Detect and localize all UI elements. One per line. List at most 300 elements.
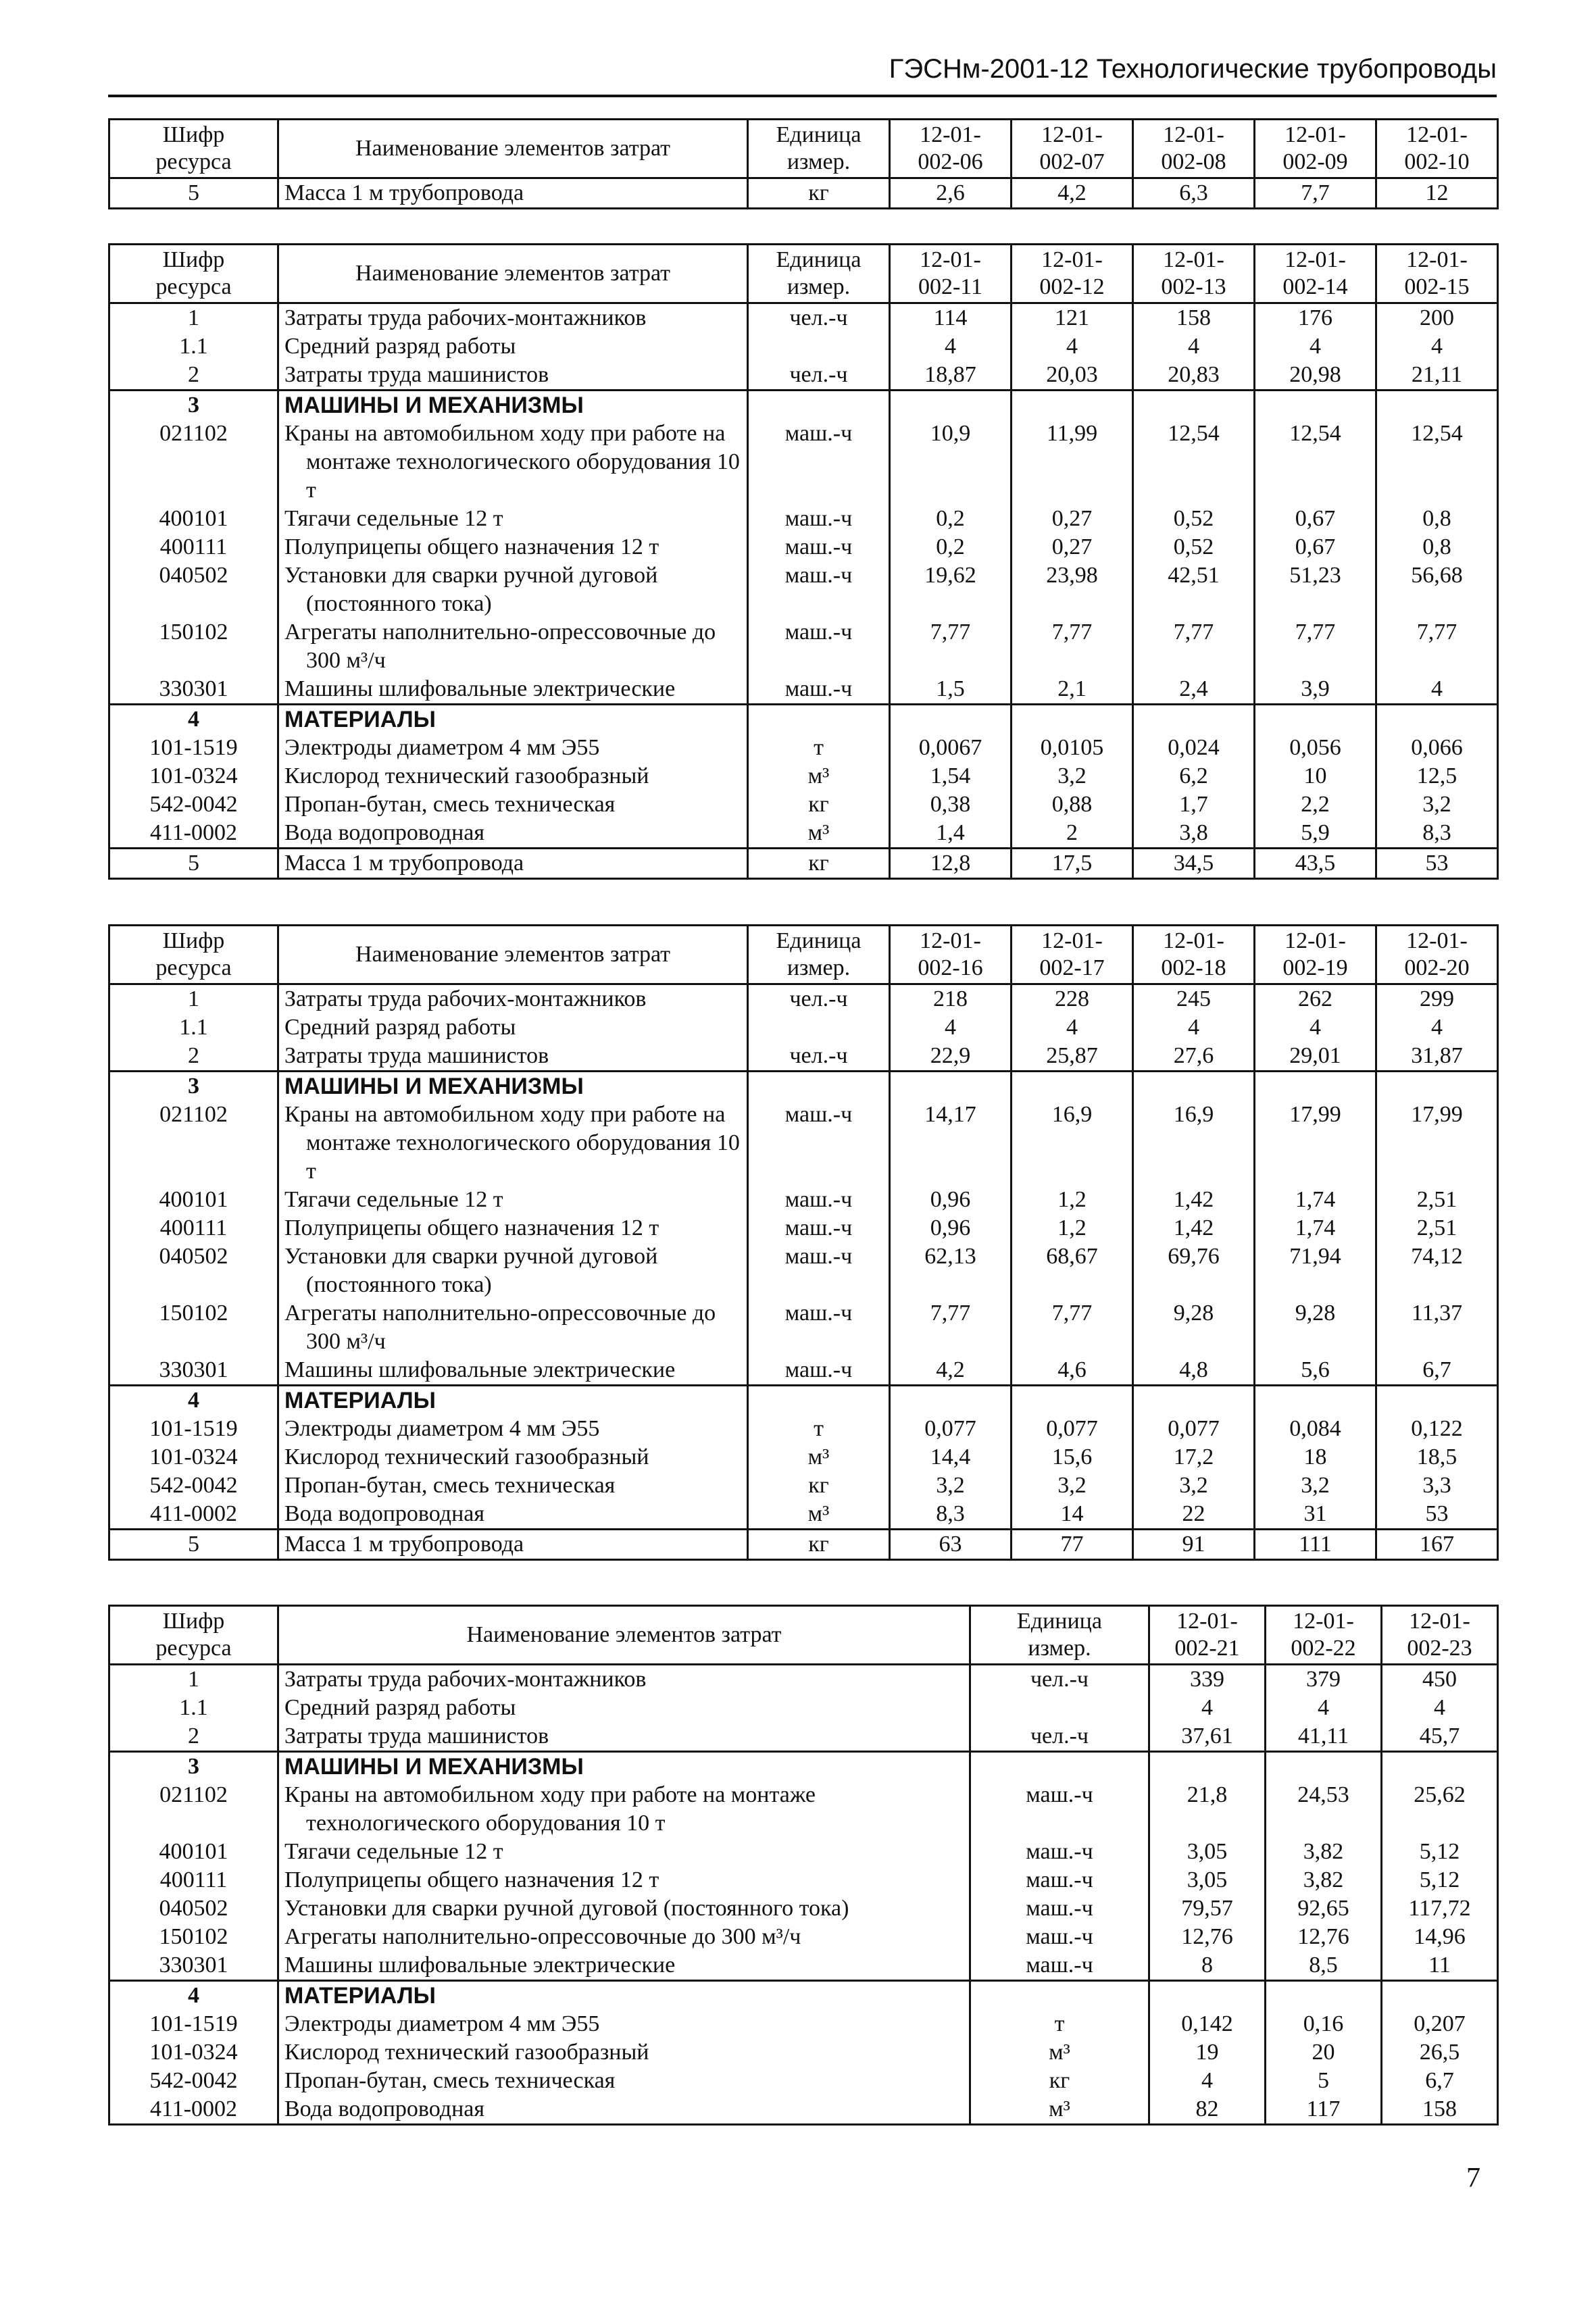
cost-element-name: [278, 1356, 748, 1386]
header-norm-code: 12-01-002-13: [1133, 245, 1255, 303]
norm-value: 7,77: [1376, 618, 1498, 675]
norm-value: 3,82: [1266, 1866, 1382, 1894]
unit: маш.-ч: [748, 505, 890, 533]
cost-element-label: Пропан-бутан, смесь техническая: [284, 2068, 616, 2093]
cost-element-name: [278, 303, 748, 333]
cost-element-name: [278, 1694, 970, 1722]
norm-value: 25,87: [1012, 1042, 1133, 1072]
norm-value: 4: [890, 332, 1012, 361]
norm-value: 20,98: [1255, 361, 1376, 391]
norm-value: 12,54: [1255, 420, 1376, 505]
norm-value: 1,4: [890, 819, 1012, 849]
table-row: [109, 1386, 1498, 1415]
cost-element-name: [278, 762, 748, 790]
resource-code: 400111: [109, 1214, 278, 1242]
norm-value: 0,96: [890, 1214, 1012, 1242]
norm-value: [1255, 391, 1376, 420]
norm-value: 24,53: [1266, 1781, 1382, 1838]
cost-element-label: Агрегаты наполнительно-опрессовочные до 300 м³/ч: [284, 1301, 716, 1354]
norm-value: 19,62: [890, 561, 1012, 618]
norm-value: 21,8: [1149, 1781, 1266, 1838]
header-norm-code: 12-01-002-23: [1382, 1606, 1498, 1665]
header-norm-code: 12-01-002-09: [1255, 120, 1376, 178]
cost-element-label: Пропан-бутан, смесь техническая: [284, 792, 616, 817]
norm-value: 2,51: [1376, 1186, 1498, 1214]
norm-value: 0,16: [1266, 2010, 1382, 2038]
header-row: [109, 1606, 1498, 1665]
norm-value: 450: [1382, 1665, 1498, 1694]
unit: [748, 1386, 890, 1415]
norm-value: 12,54: [1133, 420, 1255, 505]
norm-value: 17,99: [1255, 1101, 1376, 1186]
norm-value: 53: [1376, 1500, 1498, 1530]
unit: маш.-ч: [748, 1186, 890, 1214]
norm-value: 3,2: [1133, 1472, 1255, 1500]
norm-value: 0,077: [890, 1415, 1012, 1443]
norm-value: 4,6: [1012, 1356, 1133, 1386]
unit: [748, 391, 890, 420]
resource-code: 411-0002: [109, 2095, 278, 2125]
resource-code: 411-0002: [109, 819, 278, 849]
resource-code: 2: [109, 361, 278, 391]
header-norm-code: 12-01-002-10: [1376, 120, 1498, 178]
resource-code: 330301: [109, 675, 278, 705]
norm-value: 7,77: [890, 1299, 1012, 1356]
norm-value: [1012, 1072, 1133, 1101]
resource-code: 4: [109, 1981, 278, 2011]
norm-value: 1,42: [1133, 1186, 1255, 1214]
table-row: [109, 1722, 1498, 1752]
norm-value: [1376, 705, 1498, 734]
resource-code: 040502: [109, 1242, 278, 1299]
norm-value: 0,8: [1376, 505, 1498, 533]
norm-value: 262: [1255, 984, 1376, 1014]
header-name: Наименование элементов затрат: [278, 1606, 970, 1665]
norm-value: 1,54: [890, 762, 1012, 790]
norm-value: 0,122: [1376, 1415, 1498, 1443]
table-row: [109, 533, 1498, 561]
norm-value: 4,8: [1133, 1356, 1255, 1386]
unit: т: [970, 2010, 1149, 2038]
norm-value: [1012, 705, 1133, 734]
norm-value: 0,67: [1255, 533, 1376, 561]
norm-value: 7,77: [1012, 618, 1133, 675]
resource-code: 021102: [109, 420, 278, 505]
unit: кг: [748, 1472, 890, 1500]
norm-value: 1,42: [1133, 1214, 1255, 1242]
cost-element-label: Установки для сварки ручной дуговой (постоянного тока): [284, 1244, 658, 1297]
cost-element-name: [278, 675, 748, 705]
norm-value: [1149, 1752, 1266, 1782]
norm-value: 117: [1266, 2095, 1382, 2125]
norm-value: 158: [1133, 303, 1255, 333]
table-row: [109, 1894, 1498, 1923]
header-norm-code: 12-01-002-20: [1376, 926, 1498, 984]
norm-value: 1,2: [1012, 1214, 1133, 1242]
norm-value: 6,3: [1133, 178, 1255, 209]
norm-value: 16,9: [1012, 1101, 1133, 1186]
unit: кг: [748, 178, 890, 209]
cost-element-name: [278, 2095, 970, 2125]
norm-value: 2,1: [1012, 675, 1133, 705]
norm-value: 51,23: [1255, 561, 1376, 618]
unit: кг: [748, 790, 890, 819]
norm-value: 7,77: [1133, 618, 1255, 675]
cost-element-name: [278, 1299, 748, 1356]
norm-value: 245: [1133, 984, 1255, 1014]
norm-value: 6,7: [1376, 1356, 1498, 1386]
norm-value: 4: [1149, 2067, 1266, 2095]
cost-element-label: Масса 1 м трубопровода: [284, 180, 524, 205]
unit: чел.-ч: [748, 984, 890, 1014]
table-row: [109, 1443, 1498, 1472]
resource-table: [108, 1605, 1499, 2126]
norm-value: 8,5: [1266, 1951, 1382, 1981]
table-row: [109, 1356, 1498, 1386]
norm-value: 0,2: [890, 505, 1012, 533]
resource-code: 330301: [109, 1356, 278, 1386]
norm-value: 12,5: [1376, 762, 1498, 790]
unit: м³: [970, 2038, 1149, 2067]
cost-element-name: [278, 1923, 970, 1951]
norm-value: 111: [1255, 1530, 1376, 1560]
resource-code: 4: [109, 705, 278, 734]
cost-element-label: Пропан-бутан, смесь техническая: [284, 1473, 616, 1498]
norm-value: 3,8: [1133, 819, 1255, 849]
norm-value: 4,2: [890, 1356, 1012, 1386]
norm-value: 3,9: [1255, 675, 1376, 705]
norm-value: 0,38: [890, 790, 1012, 819]
header-norm-code: 12-01-002-17: [1012, 926, 1133, 984]
norm-value: 12,8: [890, 849, 1012, 879]
norm-value: [1382, 1981, 1498, 2011]
header-norm-code: 12-01-002-07: [1012, 120, 1133, 178]
cost-element-name: [278, 790, 748, 819]
cost-element-name: [278, 1722, 970, 1752]
cost-element-label: Краны на автомобильном ходу при работе на монтаже технологического оборудования 10 т: [284, 1102, 740, 1184]
norm-value: 339: [1149, 1665, 1266, 1694]
table-row: [109, 1951, 1498, 1981]
resource-code: 150102: [109, 1299, 278, 1356]
norm-value: 4: [1133, 1013, 1255, 1042]
resource-code: 2: [109, 1722, 278, 1752]
norm-value: [1376, 1072, 1498, 1101]
norm-value: 63: [890, 1530, 1012, 1560]
norm-value: 14,17: [890, 1101, 1012, 1186]
header-name: Наименование элементов затрат: [278, 120, 748, 178]
norm-value: 62,13: [890, 1242, 1012, 1299]
cost-element-label: Кислород технический газообразный: [284, 2040, 649, 2065]
norm-value: 4: [1149, 1694, 1266, 1722]
table-row: [109, 1214, 1498, 1242]
unit: чел.-ч: [970, 1722, 1149, 1752]
resource-code: 1.1: [109, 1694, 278, 1722]
resource-code: 4: [109, 1386, 278, 1415]
norm-value: 12,54: [1376, 420, 1498, 505]
table-row: [109, 1923, 1498, 1951]
cost-element-name: [278, 984, 748, 1014]
cost-element-name: [278, 1415, 748, 1443]
cost-element-name: [278, 332, 748, 361]
norm-value: 4: [1266, 1694, 1382, 1722]
norm-value: 2,51: [1376, 1214, 1498, 1242]
header-norm-code: 12-01-002-18: [1133, 926, 1255, 984]
norm-value: 3,2: [1012, 1472, 1133, 1500]
cost-element-name: [278, 849, 748, 879]
norm-value: 82: [1149, 2095, 1266, 2125]
norm-value: 0,056: [1255, 734, 1376, 762]
norm-value: 0,0105: [1012, 734, 1133, 762]
norm-value: 0,0067: [890, 734, 1012, 762]
unit: маш.-ч: [748, 1299, 890, 1356]
cost-element-label: Электроды диаметром 4 мм Э55: [284, 735, 600, 760]
norm-value: 5,12: [1382, 1866, 1498, 1894]
table-row: [109, 1866, 1498, 1894]
resource-code: 3: [109, 391, 278, 420]
norm-value: 14,96: [1382, 1923, 1498, 1951]
norm-value: 11,99: [1012, 420, 1133, 505]
norm-value: 14,4: [890, 1443, 1012, 1472]
resource-code: 400111: [109, 1866, 278, 1894]
header-name: Наименование элементов затрат: [278, 245, 748, 303]
norm-value: 3,05: [1149, 1838, 1266, 1866]
header-norm-code: 12-01-002-19: [1255, 926, 1376, 984]
header-code: Шифр ресурса: [109, 245, 278, 303]
cost-element-name: [278, 1013, 748, 1042]
resource-code: 150102: [109, 1923, 278, 1951]
norm-value: 3,05: [1149, 1866, 1266, 1894]
cost-element-label: Вода водопроводная: [284, 1501, 484, 1526]
unit: маш.-ч: [748, 618, 890, 675]
table-row: [109, 2095, 1498, 2125]
table-row: [109, 1242, 1498, 1299]
unit: [748, 1072, 890, 1101]
header-code: Шифр ресурса: [109, 120, 278, 178]
norm-value: 23,98: [1012, 561, 1133, 618]
norm-value: [1012, 391, 1133, 420]
norm-value: 45,7: [1382, 1722, 1498, 1752]
norm-value: 8: [1149, 1951, 1266, 1981]
norm-value: 14: [1012, 1500, 1133, 1530]
resource-code: 101-1519: [109, 1415, 278, 1443]
unit: т: [748, 1415, 890, 1443]
norm-value: 0,142: [1149, 2010, 1266, 2038]
norm-value: 12: [1376, 178, 1498, 209]
header-unit: Единица измер.: [748, 926, 890, 984]
cost-element-label: Затраты труда рабочих-монтажников: [284, 305, 647, 330]
norm-value: 200: [1376, 303, 1498, 333]
cost-element-name: [278, 1866, 970, 1894]
norm-value: 228: [1012, 984, 1133, 1014]
cost-element-name: [278, 1981, 970, 2011]
unit: маш.-ч: [970, 1866, 1149, 1894]
resource-code: 101-0324: [109, 1443, 278, 1472]
header-name: Наименование элементов затрат: [278, 926, 748, 984]
norm-value: 0,52: [1133, 533, 1255, 561]
resource-code: 3: [109, 1752, 278, 1782]
table-row: [109, 178, 1498, 209]
header-row: [109, 245, 1498, 303]
cost-element-label: Затраты труда машинистов: [284, 1043, 549, 1068]
table-row: [109, 762, 1498, 790]
norm-value: 22: [1133, 1500, 1255, 1530]
norm-value: 121: [1012, 303, 1133, 333]
header-norm-code: 12-01-002-14: [1255, 245, 1376, 303]
table-row: [109, 1186, 1498, 1214]
cost-element-label: Масса 1 м трубопровода: [284, 851, 524, 876]
table-row: [109, 1694, 1498, 1722]
cost-element-label: Краны на автомобильном ходу при работе на монтаже технологического оборудования 10 т: [284, 1782, 816, 1836]
resource-code: 150102: [109, 618, 278, 675]
cost-element-label: МАШИНЫ И МЕХАНИЗМЫ: [284, 1754, 584, 1780]
cost-element-name: [278, 561, 748, 618]
unit: маш.-ч: [970, 1838, 1149, 1866]
norm-value: 3,2: [1255, 1472, 1376, 1500]
unit: [970, 1752, 1149, 1782]
norm-value: 3,2: [1012, 762, 1133, 790]
norm-value: [1133, 705, 1255, 734]
norm-value: [1255, 1072, 1376, 1101]
norm-value: 0,077: [1012, 1415, 1133, 1443]
cost-element-name: [278, 1072, 748, 1101]
norm-value: 0,8: [1376, 533, 1498, 561]
cost-element-name: [278, 1894, 970, 1923]
resource-code: 2: [109, 1042, 278, 1072]
norm-value: 25,62: [1382, 1781, 1498, 1838]
norm-value: 22,9: [890, 1042, 1012, 1072]
table-row: [109, 1981, 1498, 2011]
unit: [970, 1981, 1149, 2011]
resource-table: [108, 118, 1499, 209]
resource-code: 5: [109, 178, 278, 209]
table-row: [109, 1072, 1498, 1101]
cost-element-label: Тягачи седельные 12 т: [284, 1839, 503, 1864]
norm-value: 7,77: [1255, 618, 1376, 675]
norm-value: 17,99: [1376, 1101, 1498, 1186]
table-row: [109, 1472, 1498, 1500]
norm-value: 41,11: [1266, 1722, 1382, 1752]
norm-value: [1012, 1386, 1133, 1415]
norm-value: 26,5: [1382, 2038, 1498, 2067]
norm-value: 5,12: [1382, 1838, 1498, 1866]
table-row: [109, 1530, 1498, 1560]
table-row: [109, 2067, 1498, 2095]
cost-element-label: Электроды диаметром 4 мм Э55: [284, 2011, 600, 2036]
table-row: [109, 505, 1498, 533]
unit: маш.-ч: [748, 675, 890, 705]
norm-value: 0,67: [1255, 505, 1376, 533]
cost-element-label: Полуприцепы общего назначения 12 т: [284, 1867, 659, 1892]
resource-code: 400101: [109, 1838, 278, 1866]
norm-value: [1266, 1752, 1382, 1782]
norm-value: 1,74: [1255, 1186, 1376, 1214]
resource-code: 101-0324: [109, 2038, 278, 2067]
norm-value: 0,066: [1376, 734, 1498, 762]
cost-element-name: [278, 705, 748, 734]
resource-code: 542-0042: [109, 790, 278, 819]
norm-value: 74,12: [1376, 1242, 1498, 1299]
cost-element-name: [278, 505, 748, 533]
norm-value: 5,6: [1255, 1356, 1376, 1386]
unit: маш.-ч: [748, 561, 890, 618]
norm-value: 20: [1266, 2038, 1382, 2067]
unit: кг: [748, 849, 890, 879]
header-norm-code: 12-01-002-12: [1012, 245, 1133, 303]
norm-value: 53: [1376, 849, 1498, 879]
norm-value: 77: [1012, 1530, 1133, 1560]
cost-element-label: Затраты труда машинистов: [284, 1724, 549, 1749]
norm-value: 20,83: [1133, 361, 1255, 391]
norm-value: 29,01: [1255, 1042, 1376, 1072]
cost-element-label: Затраты труда рабочих-монтажников: [284, 986, 647, 1011]
norm-value: 8,3: [1376, 819, 1498, 849]
cost-element-label: Затраты труда рабочих-монтажников: [284, 1667, 647, 1692]
table-row: [109, 984, 1498, 1014]
norm-value: 176: [1255, 303, 1376, 333]
header-rule: [108, 95, 1497, 97]
cost-element-label: Средний разряд работы: [284, 334, 516, 359]
norm-value: 2,2: [1255, 790, 1376, 819]
norm-value: [1149, 1981, 1266, 2011]
norm-value: [890, 391, 1012, 420]
cost-element-label: Машины шлифовальные электрические: [284, 1953, 676, 1978]
norm-value: 8,3: [890, 1500, 1012, 1530]
norm-value: 0,27: [1012, 505, 1133, 533]
cost-element-label: Машины шлифовальные электрические: [284, 676, 676, 701]
norm-value: 167: [1376, 1530, 1498, 1560]
resource-code: 040502: [109, 1894, 278, 1923]
norm-value: 12,76: [1266, 1923, 1382, 1951]
norm-value: [1255, 1386, 1376, 1415]
norm-value: 68,67: [1012, 1242, 1133, 1299]
unit: чел.-ч: [748, 303, 890, 333]
table-row: [109, 1013, 1498, 1042]
page-number: 7: [1466, 2163, 1480, 2194]
norm-value: 37,61: [1149, 1722, 1266, 1752]
resource-code: 542-0042: [109, 1472, 278, 1500]
norm-value: 0,024: [1133, 734, 1255, 762]
cost-element-name: [278, 391, 748, 420]
cost-element-name: [278, 1530, 748, 1560]
cost-element-name: [278, 1242, 748, 1299]
unit: маш.-ч: [748, 1101, 890, 1186]
table-row: [109, 2038, 1498, 2067]
cost-element-name: [278, 1443, 748, 1472]
cost-element-name: [278, 178, 748, 209]
norm-value: 4: [1133, 332, 1255, 361]
unit: кг: [748, 1530, 890, 1560]
cost-element-name: [278, 1838, 970, 1866]
norm-value: 11: [1382, 1951, 1498, 1981]
header-unit: Единица измер.: [748, 245, 890, 303]
unit: м³: [748, 1443, 890, 1472]
norm-value: 20,03: [1012, 361, 1133, 391]
norm-value: [1133, 1072, 1255, 1101]
norm-value: 4,2: [1012, 178, 1133, 209]
norm-value: 1,7: [1133, 790, 1255, 819]
header-unit: Единица измер.: [970, 1606, 1149, 1665]
norm-value: 9,28: [1255, 1299, 1376, 1356]
resource-code: 1.1: [109, 332, 278, 361]
norm-value: 4: [890, 1013, 1012, 1042]
cost-element-label: МАТЕРИАЛЫ: [284, 1983, 436, 2009]
norm-value: 42,51: [1133, 561, 1255, 618]
cost-element-label: МАТЕРИАЛЫ: [284, 707, 436, 732]
header-unit: Единица измер.: [748, 120, 890, 178]
cost-element-name: [278, 420, 748, 505]
norm-value: 71,94: [1255, 1242, 1376, 1299]
norm-value: 0,2: [890, 533, 1012, 561]
